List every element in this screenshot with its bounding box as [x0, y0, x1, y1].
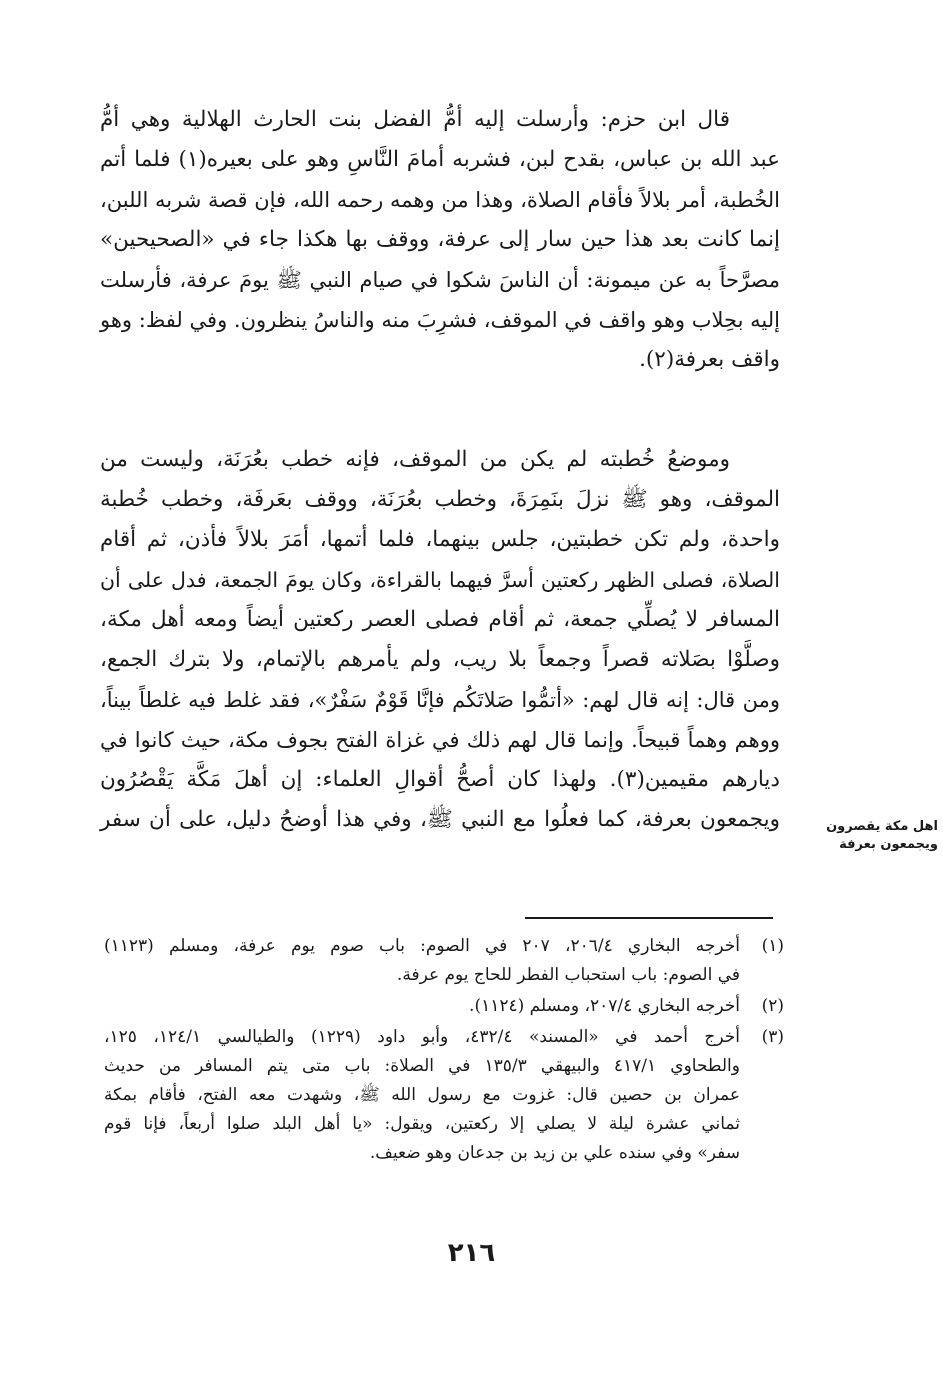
- footnote-divider: [525, 917, 773, 919]
- margin-note: [798, 818, 938, 854]
- footnote-line: أخرجه البخاري ٢٠٦/٤، ٢٠٧ في الصوم: باب صوم يوم عرفة، ومسلم (١١٢٣): [104, 936, 741, 956]
- text-line: وموضعُ خُطبته لم يكن من الموقف، فإنه خطب بعُرَنَة، وليست من: [100, 447, 730, 472]
- footnote-number: (١): [761, 936, 784, 956]
- text-line: ويجمعون بعرفة، كما فعلُوا مع النبي ﷺ، وفي هذا أوضحُ دليل، على أن سفر: [100, 807, 780, 832]
- text-line: المسافر لا يُصلِّي جمعة، ثم أقام فصلى العصر ركعتين أيضاً ومعه أهل مكة،: [100, 607, 780, 632]
- footnote-2: [104, 992, 784, 1021]
- footnote-line: ثماني عشرة ليلة لا يصلي إلا ركعتين، ويقول: «يا أهل البلد صلوا أربعاً، فإنا قوم: [104, 1114, 740, 1134]
- margin-note-line: اهل مكة يقصرون: [826, 819, 938, 834]
- footnote-line: في الصوم: باب استحباب الفطر للحاج يوم عرفة.: [396, 965, 740, 985]
- footnote-line: والطحاوي ٤١٧/١ والبيهقي ١٣٥/٣ في الصلاة: باب متى يتم المسافر من حديث: [104, 1056, 740, 1076]
- footnote-text: [104, 992, 740, 1021]
- page-number: ٢١٦: [447, 1238, 496, 1268]
- text-line: مصرَّحاً به عن ميمونة: أن الناسَ شكوا في صيام النبي ﷺ يومَ عرفة، فأرسلت: [100, 268, 780, 292]
- footnote-line: أخرجه البخاري ٢٠٧/٤، ومسلم (١١٢٤).: [469, 996, 740, 1016]
- paragraph-1: [100, 100, 780, 380]
- margin-note-line: ويجمعون بعرفة: [839, 837, 938, 852]
- footnote-line: سفر» وفي سنده علي بن زيد بن جدعان وهو ضعيف.: [369, 1143, 740, 1163]
- footnote-number: (٣): [761, 1027, 784, 1047]
- text-line: ووهم وهماً قبيحاً. وإنما قال لهم ذلك في غزاة الفتح بجوف مكة، حيث كانوا في: [100, 728, 780, 752]
- text-line: الخُطبة، أمر بلالاً فأقام الصلاة، وهذا من وهمه رحمه الله، فإن قصة شربه اللبن،: [100, 188, 780, 212]
- footnote-text: [104, 1023, 740, 1168]
- paragraph-2: [100, 440, 780, 840]
- footnotes: [104, 932, 784, 1170]
- text-line: عبد الله بن عباس، بقدح لبن، فشربه أمامَ النَّاسِ وهو على بعيره(١) فلما أتم: [100, 147, 781, 172]
- text-line: قال ابن حزم: وأرسلت إليه أمُّ الفضل بنت الحارث الهلالية وهي أمُّ: [100, 107, 730, 132]
- text-line: ديارهم مقيمين(٣). ولهذا كان أصحُّ أقوالِ العلماء: إن أهلَ مَكَّة يَقْصُرُون: [100, 767, 780, 792]
- footnote-1: [104, 932, 784, 990]
- footnote-number: (٢): [761, 996, 784, 1016]
- text-line: الموقف، وهو ﷺ نزلَ بنَمِرَةَ، وخطب بعُرَنَة، ووقف بعَرفَة، وخطب خُطبة: [100, 487, 780, 512]
- text-line: واحدة، ولم تكن خطبتين، جلس بينهما، فلما أتمها، أمَرَ بلالاً فأذن، ثم أقام: [100, 527, 780, 552]
- footnote-3: [104, 1023, 784, 1168]
- text-line: الصلاة، فصلى الظهر ركعتين أسرَّ فيهما بالقراءة، وكان يومَ الجمعة، فدل على أن: [100, 568, 780, 592]
- footnote-line: أخرج أحمد في «المسند» ٤٣٢/٤، وأبو داود (١٢٢٩) والطيالسي ١٢٤/١، ١٢٥،: [104, 1027, 741, 1047]
- footnote-text: [104, 932, 740, 990]
- text-line: ومن قال: إنه قال لهم: «أتمُّوا صَلاتَكُم فإنَّا قَوْمٌ سَفْرٌ»، فقد غلط فيه غلطاً بيناً،: [100, 688, 780, 712]
- text-line: واقف بعرفة(٢).: [639, 347, 780, 372]
- text-line: إنما كانت بعد هذا حين سار إلى عرفة، ووقف بها هكذا جاء في «الصحيحين»: [100, 227, 780, 252]
- text-line: إليه بحِلاب وهو واقف في الموقف، فشرِبَ منه والناسُ ينظرون. وفي لفظ: وهو: [100, 308, 780, 332]
- footnote-line: عمران بن حصين قال: غزوت مع رسول الله ﷺ، وشهدت معه الفتح، فأقام بمكة: [104, 1085, 740, 1105]
- text-line: وصلَّوْا بصَلاته قصراً وجمعاً بلا ريب، ولم يأمرهم بالإتمام، ولا بترك الجمع،: [100, 647, 780, 672]
